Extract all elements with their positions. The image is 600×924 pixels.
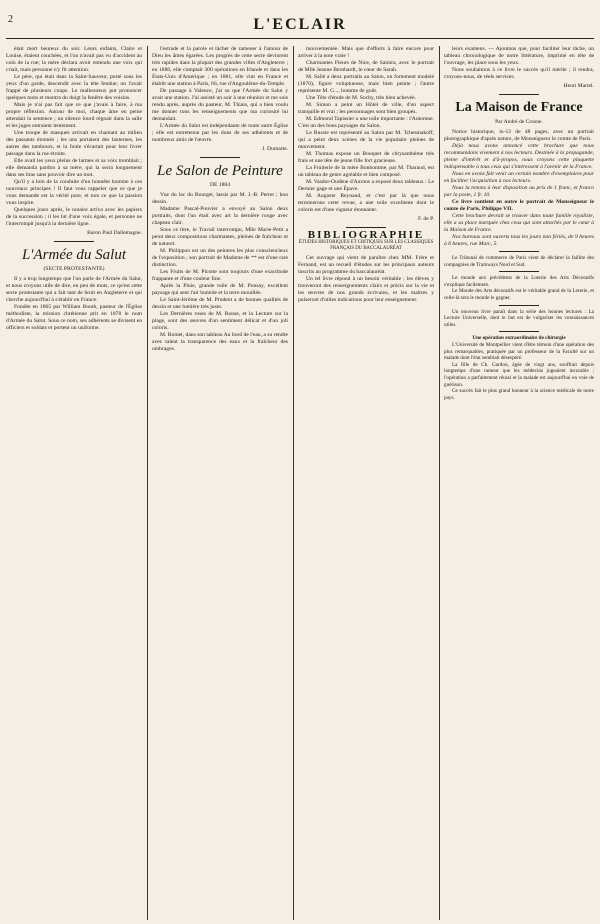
paragraph: Un tel livre répond à un besoin véritable ; les élèves y trouveront des renseignements clairs et précis sur la vie et les œuvres de nos grands écrivains, et les maîtres y puiseront d'utiles indications pour leur enseignement.	[298, 276, 434, 303]
paragraph: l'estrade et la parole et tâcher de ramener à l'amour de Dieu les âmes égarées. Les progrès de cette secte devinrent très rapides dans la plupart des grandes villes d'Angleterre ; en 1880, elle comptait 300 opérations en Irlande et dans les États-Unis d'Amérique ; en 1881, elle vint en France et établit une station à Paris, 66, rue d'Angoulême-du-Temple.	[152, 46, 288, 87]
paragraph: Les Dernières roses de M. Ronse, et la Lecture sur la plage, sont des œuvres d'un sentiment délicat et d'un joli coloris.	[152, 311, 288, 331]
section-title-operation: Une opération extraordinaire de chirurgie	[472, 335, 566, 342]
section-subtitle: (SECTE PROTESTANTE)	[43, 266, 105, 272]
paragraph: Nous souhaitons à ce livre le succès qu'il mérite ; il rendra, croyons-nous, de réels services.	[444, 67, 594, 80]
paragraph: Madame Pascal-Pouvier a envoyé au Salon deux portraits, dont l'un était avec art la dernière rouge avec chapeau clair.	[152, 206, 288, 226]
news-note: Le Monde des Arts décoratifs est le véritable grand de la Loterie, et celle-là sera le monde le gagner.	[444, 288, 594, 301]
paragraph: M. Auguste Reynaud, et c'est par là que nous terminerons cette revue, a une toile excellente dont le coloris est d'une vigueur étonnante.	[298, 193, 434, 213]
separator	[200, 157, 240, 158]
separator	[499, 305, 539, 306]
separator	[499, 271, 539, 272]
separator	[346, 227, 386, 228]
separator	[499, 94, 539, 95]
section-subtitle: DE 1884	[209, 182, 231, 188]
section-title-bibliographie: BIBLIOGRAPHIE	[307, 229, 425, 241]
byline: Par André de Crosne.	[495, 119, 543, 125]
page-number: 2	[8, 14, 13, 25]
section-subtitle: ÉTUDES HISTORIQUES ET CRITIQUES SUR LES CLASSIQUES FRANÇAIS DU BACCALAURÉAT	[298, 240, 434, 251]
paragraph: Une Tête d'étude de M. Socby, très bien achevée.	[306, 95, 417, 101]
paragraph: M. Simon a peint un Hôtel de ville, d'un aspect tranquille et vrai ; les personnages sont bien groupés.	[298, 102, 434, 115]
paragraph: Charmantes Fleurs de Nice, de Saintra, avec le portrait de Mlle Jeanne Bernhardt, le cœur de Sarah.	[298, 60, 434, 73]
paragraph: La Fruiterie de la mère Bonhomme, par M. Tharaud, est un tableau de genre agréable et bien composé.	[298, 165, 434, 178]
paragraph: M. Philippon est un des peintres les plus consciencieux de l'exposition ; son portrait de Madame de ** est d'une rare distinction.	[152, 248, 288, 268]
section-title-salon-de-peinture: Le Salon de Peinture	[157, 163, 283, 179]
article-signature: Henri Martel.	[563, 83, 594, 89]
section-title-maison-de-france: La Maison de France	[455, 100, 583, 115]
paragraph: Une troupe de masques arrivait en chantant au milieu des passants étonnés ; les uns portaient des lanternes, les autres des tambours, et la foule s'écartait pour leur livrer passage dans la rue étroite.	[6, 130, 142, 157]
news-note: Un nouveau livre paraît dans la série des bonnes lectures : La Lecture Universelle, dont le but est de vulgariser les connaissances utiles.	[444, 308, 594, 328]
paragraph: De passage à Valence, j'ai su que l'Armée du Salut y avait une station. J'ai assisté un soir à une réunion et me suis rendu après, auprès du pasteur, M. Thiais, qui a bien voulu me donner tous les renseignements que ma curiosité lui demandait.	[152, 88, 288, 122]
paragraph: Le Saint-Jérôme de M. Prudent a de bonnes qualités de dessin et une lumière très juste.	[152, 297, 288, 310]
separator	[499, 331, 539, 332]
paragraph: Nos bureaux sont ouverts tous les jours non fériés, de 9 heures à 6 heures, rue Marc, 5.	[444, 234, 594, 247]
paragraph: Nous la tenons à leur disposition au prix de 1 franc, et franco par la poste, 1 fr. 10.	[444, 185, 594, 198]
column-1	[6, 46, 142, 920]
paragraph: Déjà nous avons annoncé cette brochure que nous recommandons vivement à nos lecteurs. Destinée à la propagande, pleine d'intérêt et d'à-propos, nous croyons cette plaquette indispensable à tous ceux qui s'intéressent à l'avenir de la France.	[444, 143, 594, 170]
column-2	[152, 46, 288, 920]
paragraph: M. Romet, dans son tableau Au bord de l'eau, a su rendre avec talent la transparence des eaux et la fraîcheur des ombrages.	[152, 332, 288, 352]
paragraph: Qu'il y a loin de la conduite d'un honnête homme à ces nouveaux principes ! Il faut vous rappeler que ce que je vous demande est la vérité pure, et non ce que la passion vous inspire.	[6, 179, 142, 206]
paragraph: Cette brochure devrait se trouver dans toute famille royaliste, elle a sa place marquée chez ceux qui sont attachés par le cœur à la Maison de France.	[444, 213, 594, 233]
paragraph: Cet ouvrage qui vient de paraître chez MM. Frère et Fernand, est un recueil d'études sur les principaux auteurs inscrits au programme du baccalauréat.	[298, 255, 434, 275]
article-signature: J. Dumarte.	[262, 146, 288, 152]
paragraph: Vue du lac du Bourget, lassis par M. J.-B. Perret ; bon dessin.	[152, 192, 288, 205]
masthead: L'ECLAIR	[253, 16, 347, 33]
paragraph: Ce livre contient en outre le portrait de Monseigneur le comte de Paris, Philippe VII.	[444, 199, 594, 212]
paragraph: Ce succès fait le plus grand honneur à la science médicale de notre pays.	[444, 388, 594, 401]
article-signature: Baron Paul Dallemagne.	[87, 230, 142, 236]
paragraph: Le Russie est représenté au Salon par M. Tchesmakoff, qui a peint deux scènes de la vie populaire pleines de mouvement.	[298, 130, 434, 150]
news-note: Le monde aux précédents de la Loterie des Arts Décoratifs s'explique facilement.	[444, 275, 594, 288]
paragraph: Sous ce titre, le Travail interrompu, Mlle Marie-Petit a peint deux compositions charmantes, pleines de fraîcheur et de naturel.	[152, 227, 288, 247]
paragraph: était mort heureux du soir. Leurs enfants, Claire et Louise, étaient couchées, et l'on n'avait pas vu d'accident au coin de la rue; la mère déclara avoir entendu une voix qui criait, mais personne n'y fit attention.	[6, 46, 142, 73]
paragraph: Notice historique, in-12 de 48 pages, avec un portrait photographique d'après nature, de Monseigneur le comte de Paris.	[444, 129, 594, 142]
paragraph: Après la Pluie, grande toile de M. Ponsay, excellent paysage qui sent l'air humide et la terre mouillée.	[152, 283, 288, 296]
separator	[499, 251, 539, 252]
paragraph: Les Fruits de M. Picotte sont toujours d'une exactitude frappante et d'une couleur fine.	[152, 269, 288, 282]
news-note: Le Tribunal de commerce de Paris vient de déclarer la faillite des compagnies de Tramways Nord et Sud.	[444, 255, 594, 268]
paragraph: M. Vasdor-Oudène d'Aurons a exposé deux tableaux : Le Dernier gage et une Épave.	[298, 179, 434, 192]
paragraph: Fondée en 1865 par William Booth, pasteur de l'Église méthodiste, la mission chrétienne prit en 1878 le nom d'Armée du Salut. Sous ce nom, ses adhérents se divisent en officiers et soldats et portent un uniforme.	[6, 304, 142, 331]
article-columns	[6, 46, 594, 920]
paragraph: Le père, qui était dans la Saint-Sauveur, porté sous les yeux d'un garde, descendit avec la tête fendue; on l'avait frappé de plusieurs coups. Le malheureux put prononcer quelques mots et montra du doigt la fenêtre des voisins.	[6, 74, 142, 101]
paragraph: Nous en avons fait venir un certain nombre d'exemplaires pour en faciliter l'acquisition à nos lecteurs.	[444, 171, 594, 184]
paragraph: Il y a trop longtemps que l'on parle de l'Armée du Salut, et nous croyons utile de dire, en peu de mots, ce qu'est cette secte protestante qui a fait tant de bruit en Angleterre et qui cherche aujourd'hui à s'établir en France.	[6, 276, 142, 303]
paragraph: Quelques jours après, le notaire arriva avec les papiers de la succession ; il les lut d'une voix égale, et personne ne l'interrompit jusqu'à la dernière ligne.	[6, 207, 142, 227]
paragraph: leurs examens. — Ajoutons que, pour faciliter leur tâche, un tableau chronologique de notre littérature, imprimé en tête de l'ouvrage, les place sous les yeux.	[444, 46, 594, 66]
page-header	[6, 0, 594, 39]
paragraph: M. Thomas expose un Bouquet de chrysanthème très frais et une tête de jeune fille fort gracieuse.	[298, 151, 434, 164]
paragraph: M. Salié a deux portraits au Salon, un fortement modelé (1870), figure voluptueuse, mais bien peinte ; l'autre représente M. G..., homme de goût.	[298, 74, 434, 94]
article-signature: F. de P.	[417, 216, 434, 222]
section-title-armee-du-salut: L'Armée du Salut	[21, 247, 127, 263]
paragraph: Mais je n'ai pas fait que ce que j'avais à faire, à ma propre réflexion. Autour de moi, chaque âme en peine attendait la sentence ; un silence lourd régnait dans la salle et les juges entraient lentement.	[6, 102, 142, 129]
paragraph: L'Armée du Salut est indépendante de toute autre Église ; elle est entretenue par les dons de ses adhérents et de nombreux amis de l'œuvre.	[152, 123, 288, 143]
column-3	[298, 46, 434, 920]
paragraph: M. Edmond Tapissier a une toile importante : l'Automne. C'est un des bons paysages du Salon.	[298, 116, 434, 129]
paragraph: mouvementée. Mais que d'efforts à faire encore pour arriver à la note vraie !	[298, 46, 434, 59]
newspaper-page	[6, 0, 594, 924]
paragraph: La fille de Ch. Gardon, âgée de vingt ans, souffrait depuis longtemps d'une tumeur que les médecins jugeaient incurable ; l'opération a parfaitement réussi et la malade est aujourd'hui en voie de guérison.	[444, 361, 594, 388]
paragraph: Elle avait les yeux pleins de larmes et sa voix tremblait ; elle demanda pardon à sa mère, qui la serra longuement dans ses bras sans pouvoir dire un mot.	[6, 158, 142, 178]
paragraph: L'Université de Montpellier vient d'être témoin d'une opération des plus remarquables, pratiquée par un professeur de la Faculté sur un malade dont l'état semblait désespéré.	[444, 341, 594, 362]
column-4	[444, 46, 594, 920]
separator	[54, 241, 94, 242]
